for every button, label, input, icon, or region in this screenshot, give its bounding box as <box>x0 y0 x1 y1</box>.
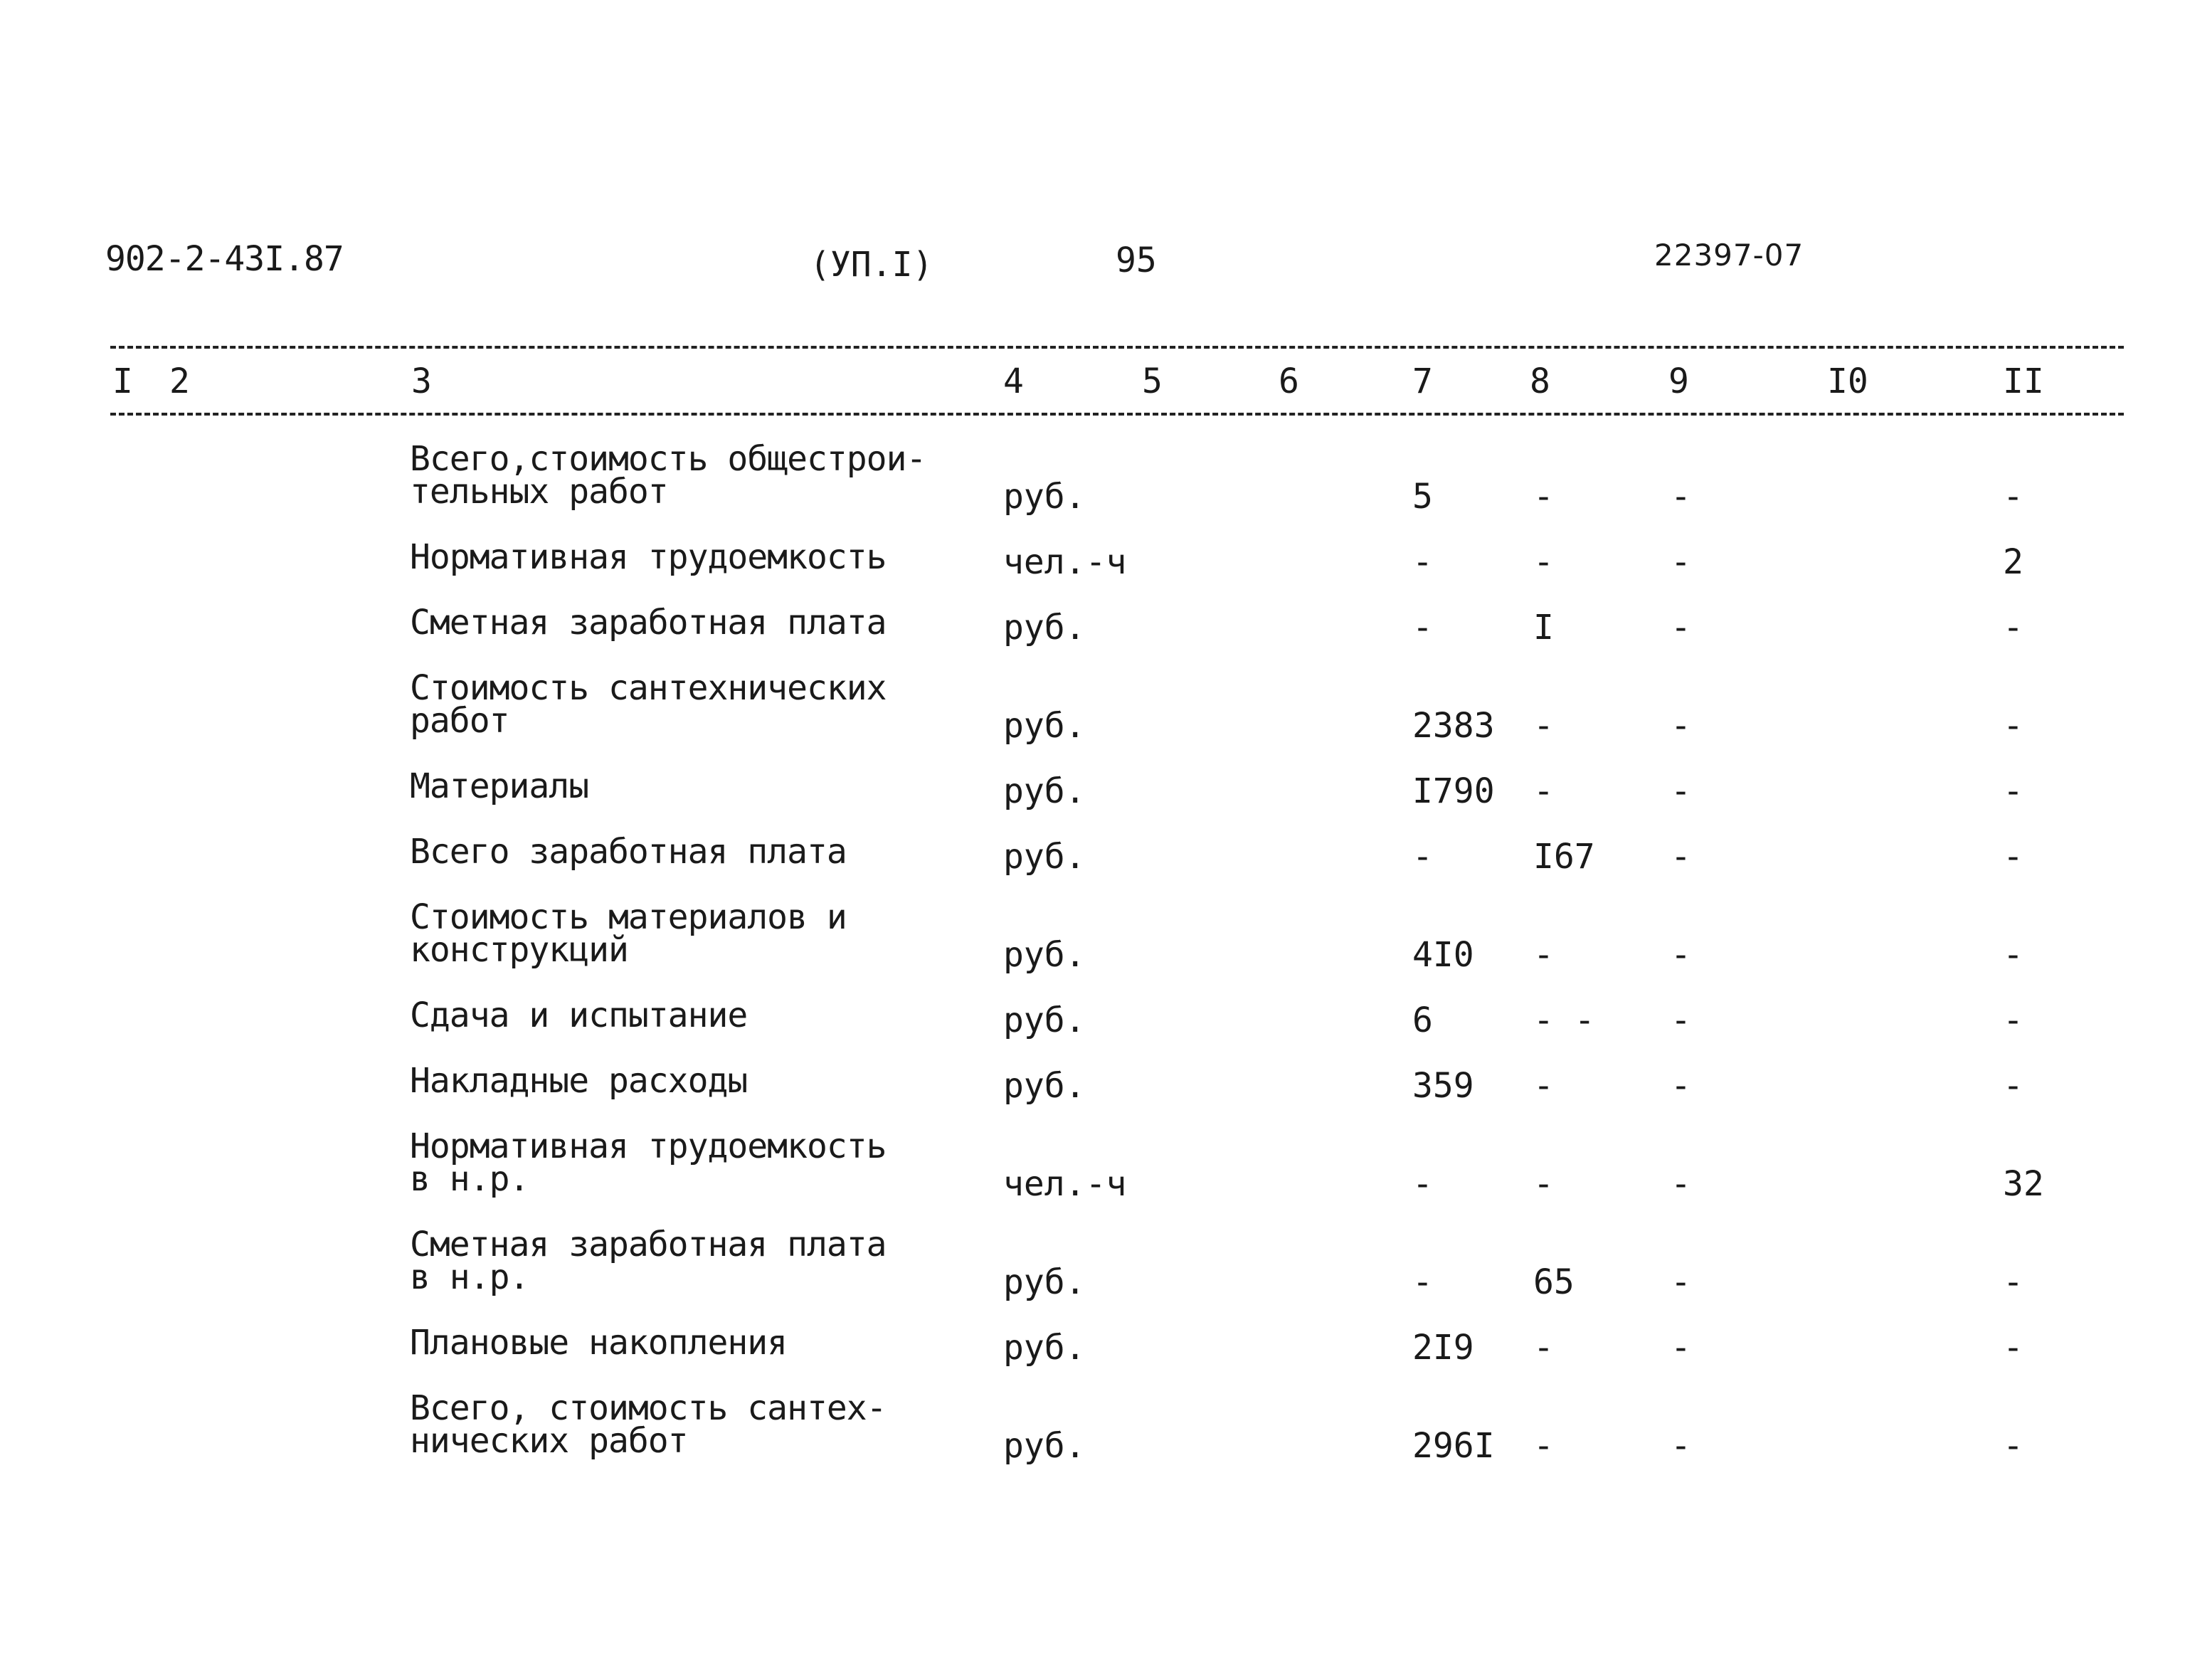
row-col-11: - <box>2003 935 2023 975</box>
row-col-9: - <box>1671 542 1691 582</box>
row-unit: руб. <box>1003 477 1086 517</box>
col-num-10: I0 <box>1827 361 1868 401</box>
row-description-line: Накладные расходы <box>410 1061 748 1101</box>
col-num-11: II <box>2003 361 2044 401</box>
header-top-rule <box>110 346 2124 349</box>
row-col-7: - <box>1412 608 1433 648</box>
page-number: 95 <box>1116 241 1157 280</box>
row-description <box>410 1126 887 1199</box>
row-col-8: - <box>1533 477 1554 517</box>
row-description <box>410 668 887 741</box>
row-unit: чел.-ч <box>1003 542 1127 582</box>
row-description-line: Нормативная трудоемкость <box>410 1126 887 1166</box>
col-num-5: 5 <box>1142 361 1163 401</box>
col-num-1: I <box>112 361 133 401</box>
row-unit: руб. <box>1003 1426 1086 1466</box>
row-col-9: - <box>1671 771 1691 811</box>
row-col-11: - <box>2003 706 2023 746</box>
row-col-11: 32 <box>2003 1164 2044 1204</box>
row-col-7: - <box>1412 542 1433 582</box>
row-unit: чел.-ч <box>1003 1164 1127 1204</box>
row-unit: руб. <box>1003 1328 1086 1368</box>
row-description <box>410 1323 788 1363</box>
col-num-7: 7 <box>1412 361 1433 401</box>
row-col-7: 359 <box>1412 1066 1474 1106</box>
row-col-8: - <box>1533 771 1554 811</box>
row-col-11: - <box>2003 837 2023 877</box>
row-col-11: - <box>2003 1000 2023 1040</box>
row-col-11: 2 <box>2003 542 2023 582</box>
row-col-7: 2383 <box>1412 706 1495 746</box>
row-col-7: 4I0 <box>1412 935 1474 975</box>
row-description <box>410 1061 748 1101</box>
row-col-9: - <box>1671 1262 1691 1302</box>
row-description <box>410 603 887 643</box>
row-description-line: Сметная заработная плата <box>410 1225 887 1264</box>
row-col-7: - <box>1412 1262 1433 1302</box>
row-description-line: Стоимость сантехнических <box>410 668 887 708</box>
row-col-7: 6 <box>1412 1000 1433 1040</box>
col-num-8: 8 <box>1530 361 1550 401</box>
row-col-9: - <box>1671 935 1691 975</box>
row-unit: руб. <box>1003 1066 1086 1106</box>
row-description <box>410 537 887 577</box>
row-col-9: - <box>1671 1164 1691 1204</box>
section-label: (УП.I) <box>810 245 933 285</box>
row-description <box>410 766 589 806</box>
row-col-9: - <box>1671 1328 1691 1368</box>
row-col-8: - <box>1533 1164 1554 1204</box>
row-col-8: - <box>1533 1426 1554 1466</box>
row-description-line: в н.р. <box>410 1257 529 1297</box>
row-unit: руб. <box>1003 1000 1086 1040</box>
row-col-11: - <box>2003 477 2023 517</box>
row-col-7: 2I9 <box>1412 1328 1474 1368</box>
row-description-line: тельных работ <box>410 472 668 512</box>
col-num-9: 9 <box>1668 361 1689 401</box>
registration-stamp: 22397-07 <box>1654 238 1804 273</box>
row-col-7: 296I <box>1412 1426 1495 1466</box>
row-col-9: - <box>1671 477 1691 517</box>
row-col-7: - <box>1412 837 1433 877</box>
row-col-7: 5 <box>1412 477 1433 517</box>
row-description-line: Материалы <box>410 766 589 806</box>
row-col-9: - <box>1671 1066 1691 1106</box>
row-unit: руб. <box>1003 771 1086 811</box>
row-col-8: 65 <box>1533 1262 1575 1302</box>
row-col-8: - <box>1533 706 1554 746</box>
row-description-line: работ <box>410 701 509 741</box>
row-col-9: - <box>1671 837 1691 877</box>
col-num-3: 3 <box>411 361 432 401</box>
row-description <box>410 439 926 512</box>
header-bottom-rule <box>110 413 2124 416</box>
row-unit: руб. <box>1003 706 1086 746</box>
row-col-9: - <box>1671 1000 1691 1040</box>
row-unit: руб. <box>1003 935 1086 975</box>
row-col-11: - <box>2003 1262 2023 1302</box>
row-description-line: Всего, стоимость сантех- <box>410 1388 887 1428</box>
row-description <box>410 995 748 1035</box>
row-description-line: Стоимость материалов и <box>410 897 847 937</box>
row-description-line: Сдача и испытание <box>410 995 748 1035</box>
row-description-line: Всего,стоимость общестрои- <box>410 439 926 479</box>
row-col-9: - <box>1671 1426 1691 1466</box>
row-col-8: I67 <box>1533 837 1595 877</box>
row-col-8: - <box>1533 1066 1554 1106</box>
col-num-4: 4 <box>1003 361 1024 401</box>
row-col-9: - <box>1671 608 1691 648</box>
row-col-11: - <box>2003 1328 2023 1368</box>
row-col-8: - <box>1533 542 1554 582</box>
row-description-line: Нормативная трудоемкость <box>410 537 887 577</box>
row-col-8: - - <box>1533 1000 1595 1040</box>
row-col-8: I <box>1533 608 1554 648</box>
document-code: 902-2-43I.87 <box>105 239 344 279</box>
row-description <box>410 832 847 872</box>
row-col-8: - <box>1533 935 1554 975</box>
row-col-11: - <box>2003 1066 2023 1106</box>
row-description <box>410 1225 887 1297</box>
row-unit: руб. <box>1003 1262 1086 1302</box>
row-col-7: I790 <box>1412 771 1495 811</box>
row-col-11: - <box>2003 1426 2023 1466</box>
row-col-11: - <box>2003 608 2023 648</box>
row-description-line: Плановые накопления <box>410 1323 788 1363</box>
row-description <box>410 897 847 970</box>
col-num-6: 6 <box>1279 361 1299 401</box>
row-col-7: - <box>1412 1164 1433 1204</box>
row-unit: руб. <box>1003 837 1086 877</box>
row-unit: руб. <box>1003 608 1086 648</box>
row-description <box>410 1388 887 1461</box>
row-col-11: - <box>2003 771 2023 811</box>
row-description-line: в н.р. <box>410 1159 529 1199</box>
row-description-line: конструкций <box>410 930 628 970</box>
row-description-line: нических работ <box>410 1421 688 1461</box>
col-num-2: 2 <box>169 361 190 401</box>
row-col-8: - <box>1533 1328 1554 1368</box>
row-description-line: Всего заработная плата <box>410 832 847 872</box>
row-col-9: - <box>1671 706 1691 746</box>
row-description-line: Сметная заработная плата <box>410 603 887 643</box>
